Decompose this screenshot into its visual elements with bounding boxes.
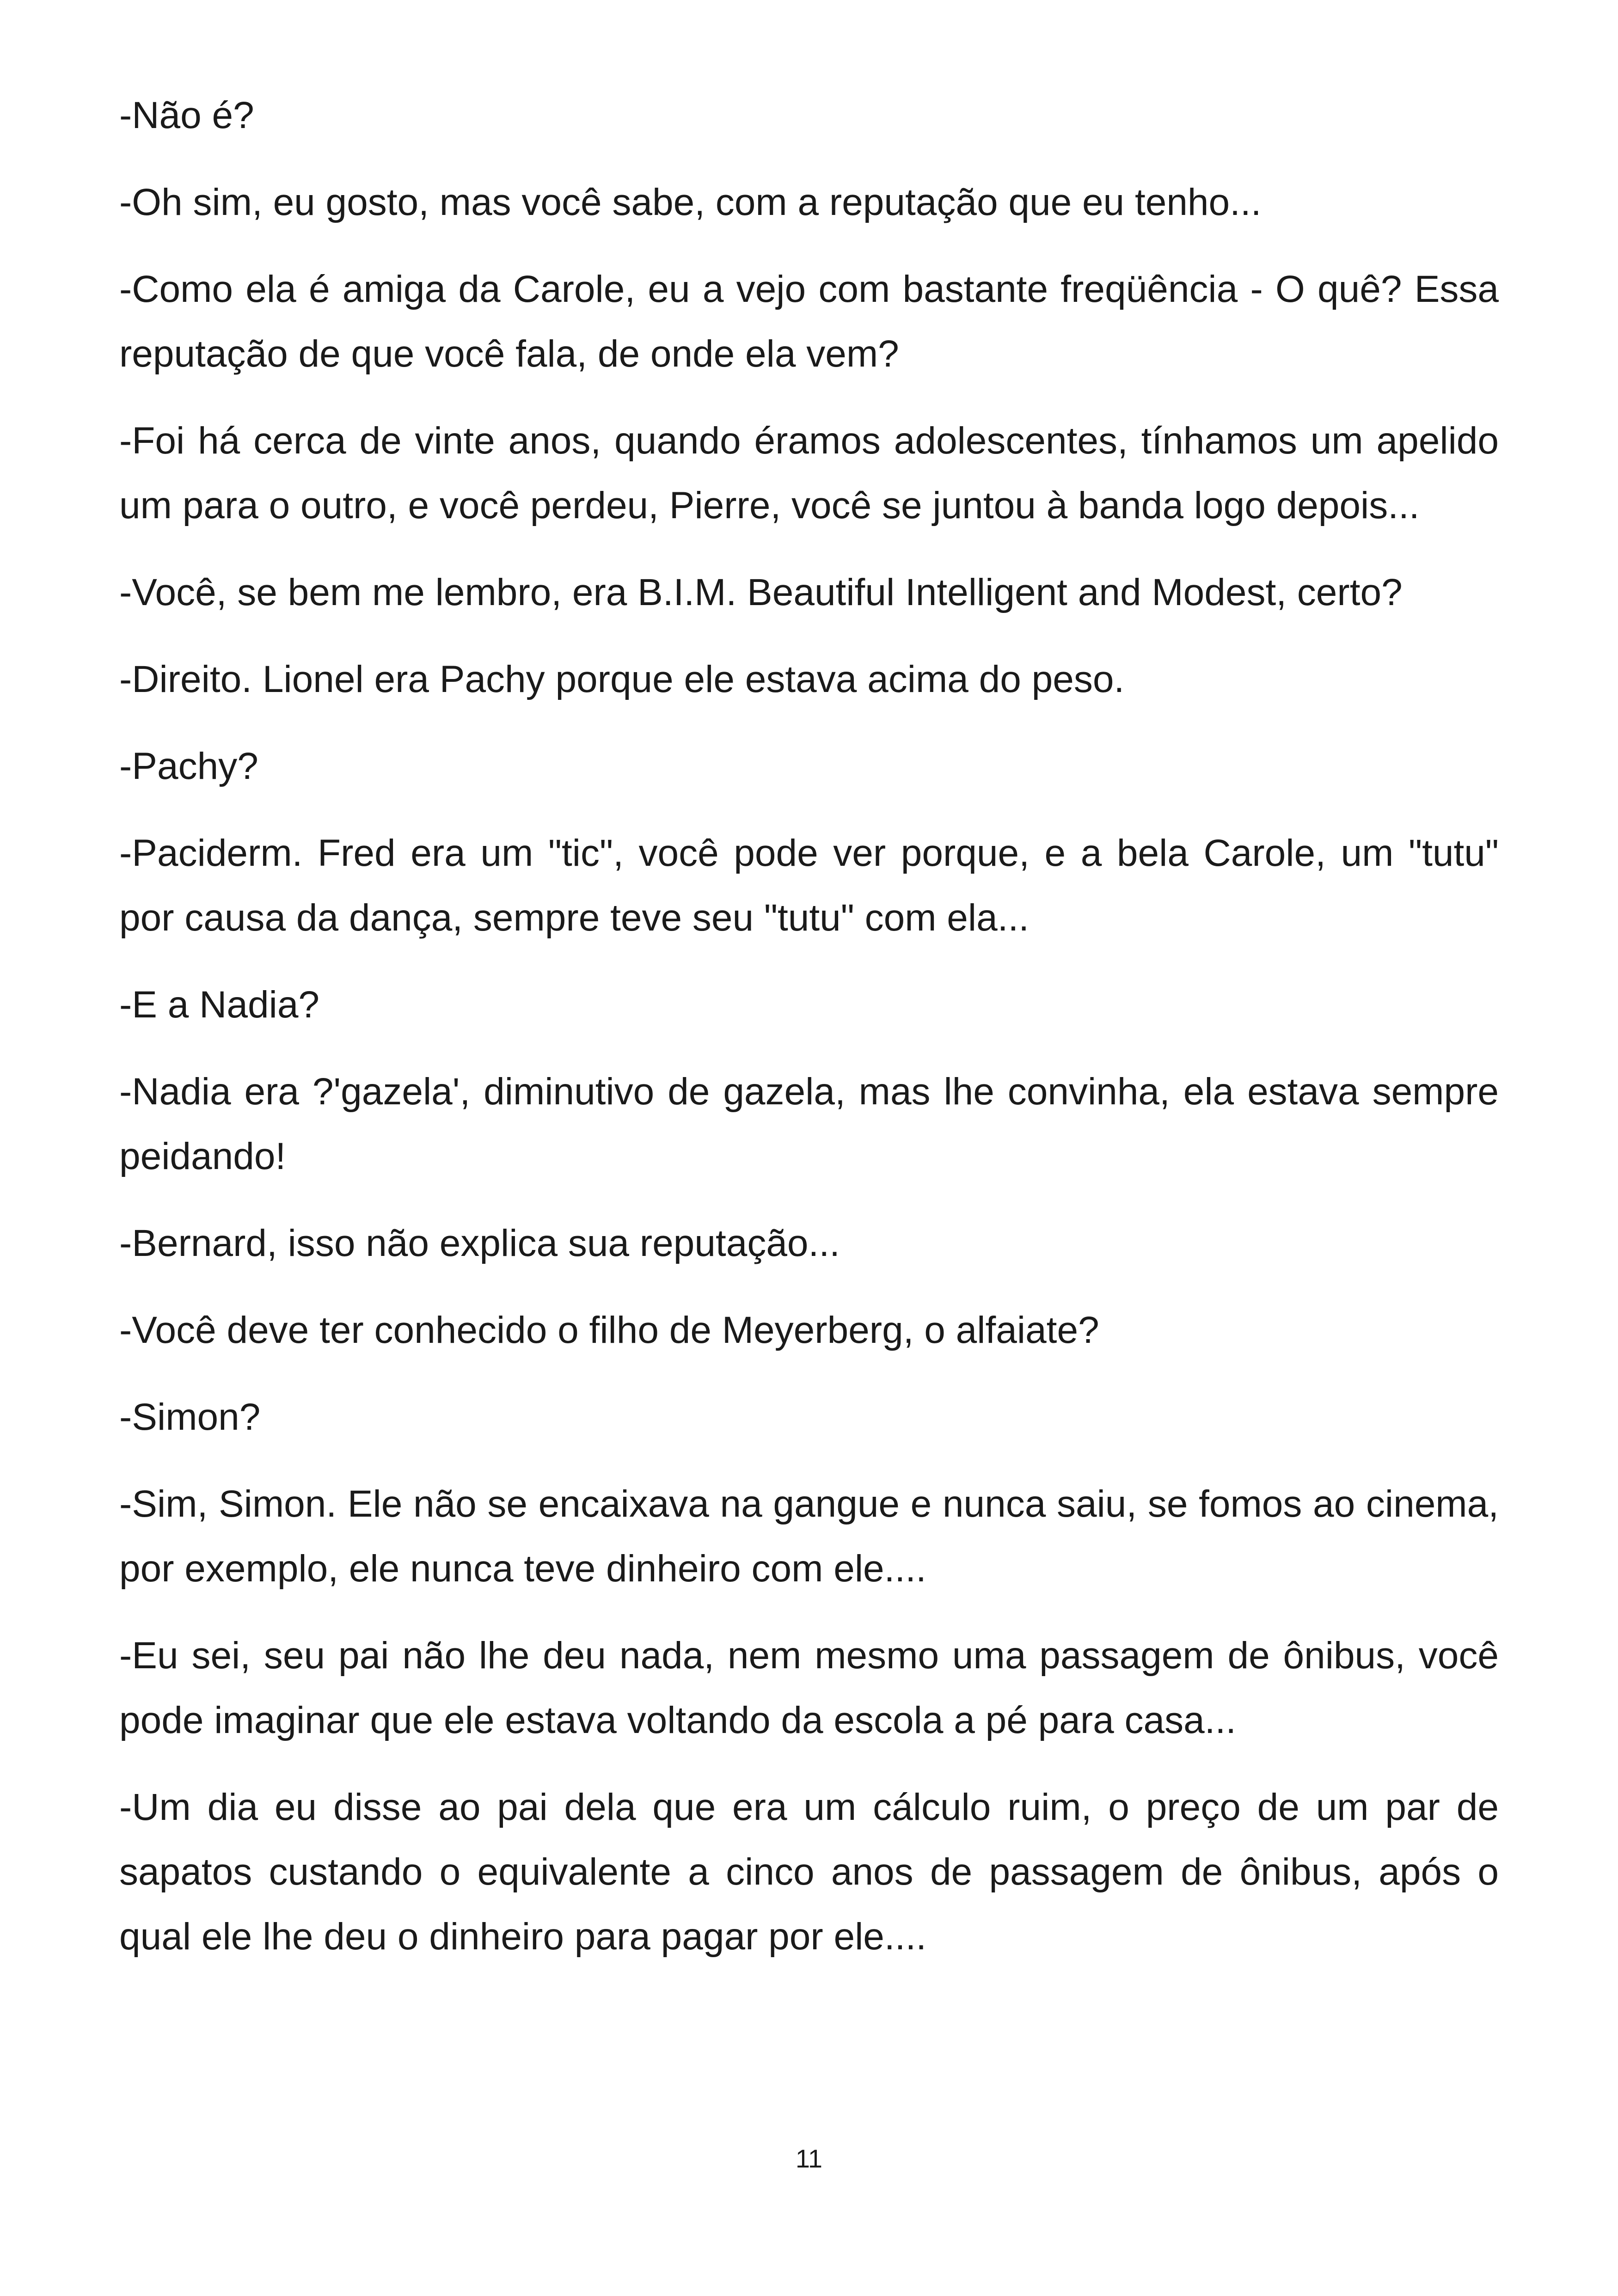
paragraph: -Nadia era ?'gazela', diminutivo de gazela, mas lhe convinha, ela estava sempre peidando! — [119, 1071, 1499, 1177]
paragraph: -Bernard, isso não explica sua reputação... — [119, 1222, 840, 1264]
paragraph: -Oh sim, eu gosto, mas você sabe, com a reputação que eu tenho... — [119, 181, 1262, 223]
paragraph: -Não é? — [119, 94, 254, 136]
paragraph: -Você deve ter conhecido o filho de Meyerberg, o alfaiate? — [119, 1309, 1099, 1351]
paragraph: -Paciderm. Fred era um "tic", você pode ver porque, e a bela Carole, um "tutu" por causa da dança, sempre teve seu "tutu" com ela... — [119, 832, 1499, 939]
paragraph: -Você, se bem me lembro, era B.I.M. Beautiful Intelligent and Modest, certo? — [119, 571, 1403, 613]
paragraph: -Pachy? — [119, 745, 258, 787]
paragraph: -Simon? — [119, 1396, 261, 1438]
paragraph: -E a Nadia? — [119, 984, 320, 1026]
page-number: 11 — [795, 2144, 823, 2173]
paragraph: -Como ela é amiga da Carole, eu a vejo com bastante freqüência - O quê? Essa reputação de que você fala, de onde ela vem? — [119, 268, 1499, 375]
text-body — [119, 83, 1499, 1991]
document-page — [119, 0, 1499, 2296]
paragraph: -Sim, Simon. Ele não se encaixava na gangue e nunca saiu, se fomos ao cinema, por exemplo, ele nunca teve dinheiro com ele.... — [119, 1483, 1499, 1590]
paragraph: -Direito. Lionel era Pachy porque ele estava acima do peso. — [119, 658, 1125, 700]
paragraph: -Eu sei, seu pai não lhe deu nada, nem mesmo uma passagem de ônibus, você pode imaginar que ele estava voltando da escola a pé para casa... — [119, 1635, 1499, 1741]
paragraph: -Um dia eu disse ao pai dela que era um cálculo ruim, o preço de um par de sapatos custando o equivalente a cinco anos de passagem de ônibus, após o qual ele lhe deu o dinheiro para pagar por ele.... — [119, 1786, 1499, 1958]
paragraph: -Foi há cerca de vinte anos, quando éramos adolescentes, tínhamos um apelido um para o outro, e você perdeu, Pierre, você se juntou à banda logo depois... — [119, 420, 1499, 527]
